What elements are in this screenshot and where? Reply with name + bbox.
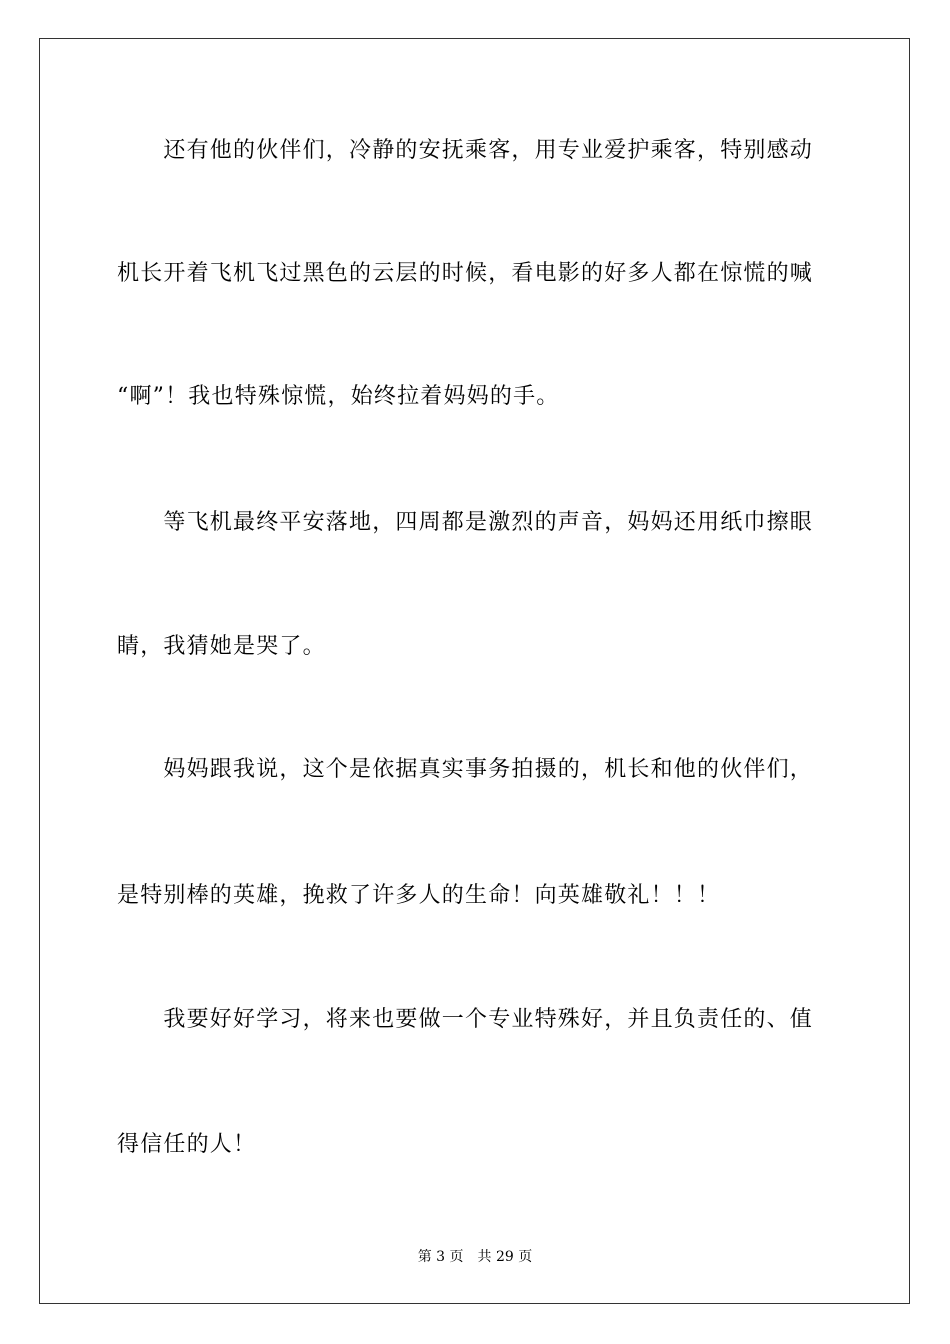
page-frame [39, 38, 910, 1304]
text-line-3: “啊”！我也特殊惊慌，始终拉着妈妈的手。 [117, 384, 560, 409]
text-line-7: 是特别棒的英雄，挽救了许多人的生命！向英雄敬礼！！！ [117, 883, 721, 908]
text-line-4: 等飞机最终平安落地，四周都是激烈的声音，妈妈还用纸巾擦眼 [117, 510, 814, 535]
text-line-5: 睛，我猜她是哭了。 [117, 634, 326, 659]
text-line-2: 机长开着飞机飞过黑色的云层的时候，看电影的好多人都在惊慌的喊 [117, 261, 814, 286]
total-pages: 共 29 页 [477, 1249, 533, 1265]
text-line-8: 我要好好学习，将来也要做一个专业特殊好，并且负责任的、值 [117, 1007, 814, 1032]
text-line-1: 还有他的伙伴们，冷静的安抚乘客，用专业爱护乘客，特别感动 [117, 138, 814, 163]
page-number: 第 3 页 [417, 1249, 464, 1265]
text-line-6: 妈妈跟我说，这个是依据真实事务拍摄的，机长和他的伙伴们， [117, 757, 814, 782]
page-footer [0, 1248, 950, 1266]
text-line-9: 得信任的人！ [117, 1132, 257, 1157]
